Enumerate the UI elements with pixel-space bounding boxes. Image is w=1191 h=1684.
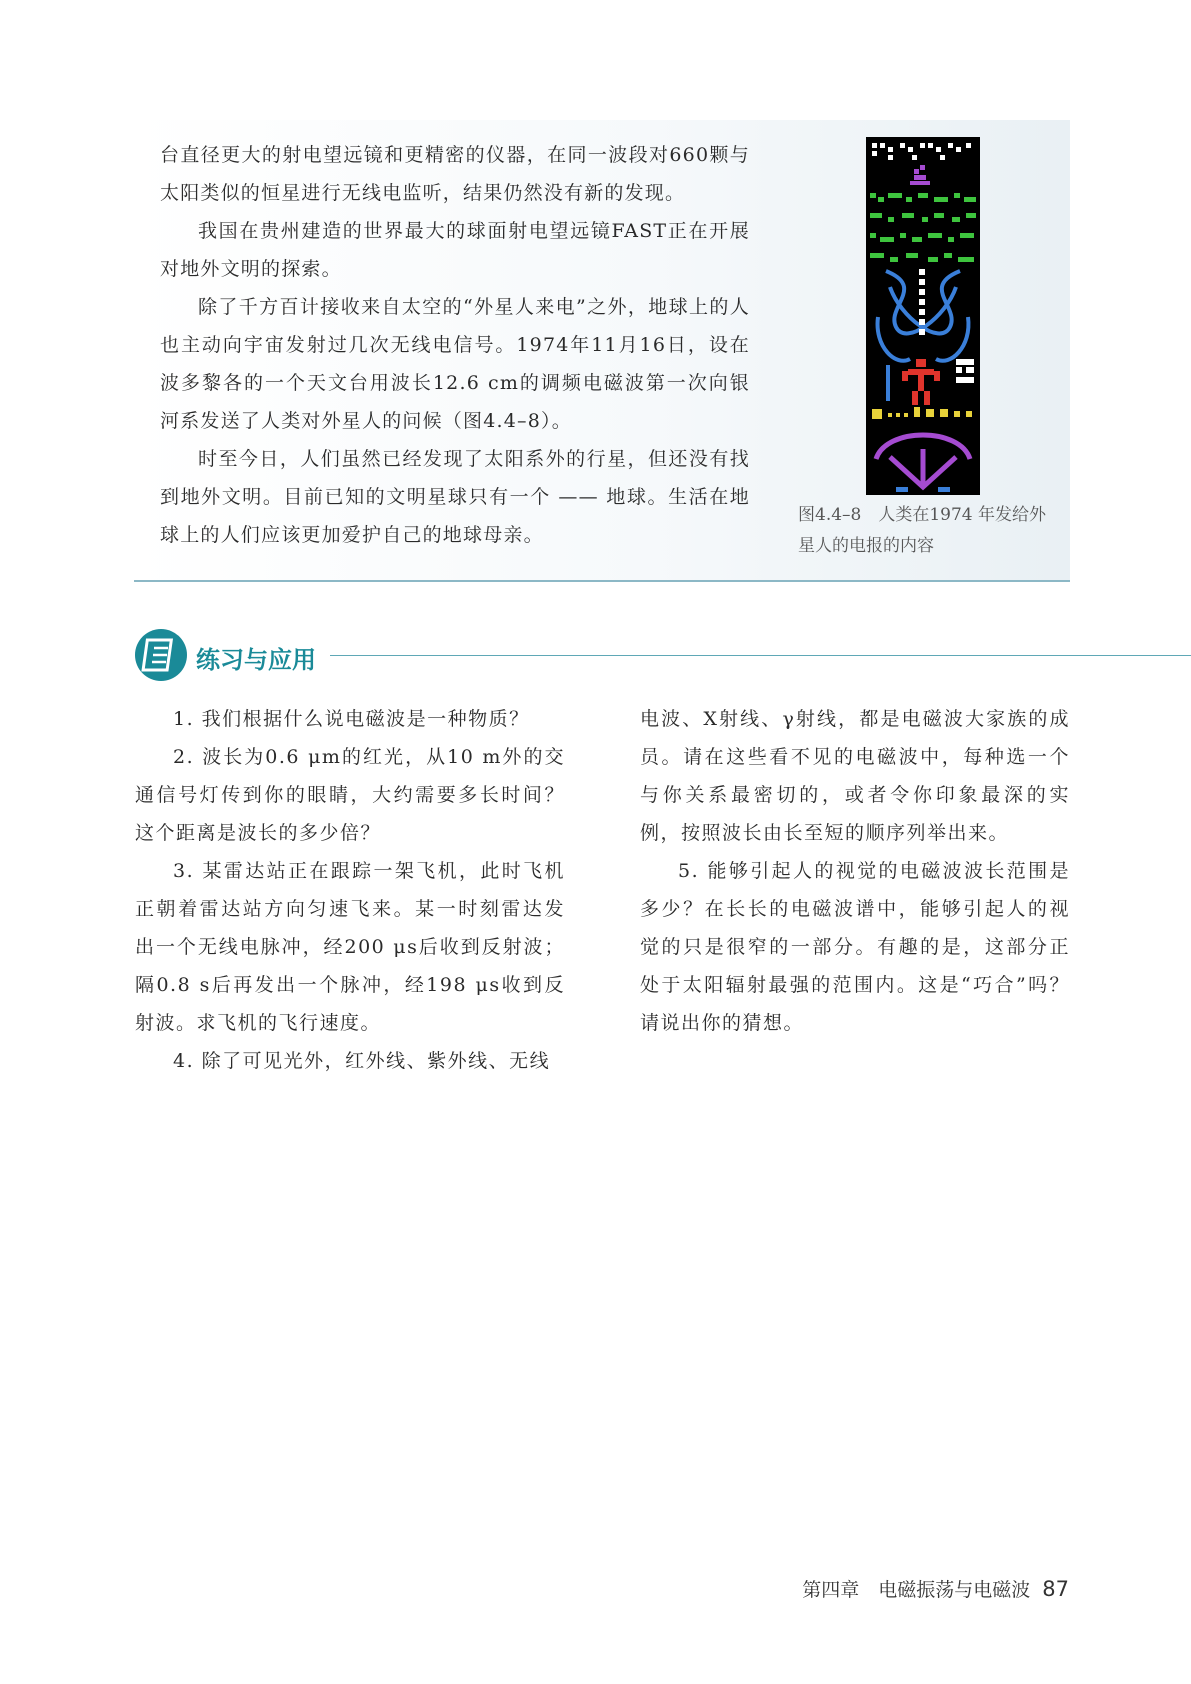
- reading-paragraph-2: 我国在贵州建造的世界最大的球面射电望远镜FAST正在开展对地外文明的探索。: [160, 220, 750, 280]
- figure-caption: 图4.4–8 人类在1974 年发给外星人的电报的内容: [798, 505, 1047, 556]
- section-divider: [330, 655, 1191, 656]
- exercise-5: 5. 能够引起人的视觉的电磁波波长范围是多少？在长长的电磁波谱中，能够引起人的视觉的只是很窄的一部分。有趣的是，这部分正处于太阳辐射最强的范围内。这是“巧合”吗？请说出你的猜想。: [640, 860, 1070, 1034]
- exercise-1: 1. 我们根据什么说电磁波是一种物质？: [173, 708, 530, 730]
- exercise-notebook-icon: [134, 628, 188, 686]
- exercise-2: 2. 波长为0.6 μm的红光，从10 m外的交通信号灯传到你的眼睛，大约需要多长时间？这个距离是波长的多少倍？: [135, 746, 565, 844]
- chapter-title: 第四章 电磁振荡与电磁波: [802, 1579, 1031, 1601]
- reading-text: [160, 136, 750, 554]
- section-title: 练习与应用: [196, 646, 316, 674]
- exercise-4-start: 4. 除了可见光外，红外线、紫外线、无线: [173, 1050, 551, 1072]
- reading-paragraph-4: 时至今日，人们虽然已经发现了太阳系外的行星，但还没有找到地外文明。目前已知的文明星球只有一个 —— 地球。生活在地球上的人们应该更加爱护自己的地球母亲。: [160, 448, 750, 546]
- arecibo-message-image: [866, 137, 980, 495]
- exercise-3: 3. 某雷达站正在跟踪一架飞机，此时飞机正朝着雷达站方向匀速飞来。某一时刻雷达发出一个无线电脉冲，经200 μs后收到反射波；隔0.8 s后再发出一个脉冲，经198 μs收到反射波。求飞机的飞行速度。: [135, 860, 565, 1034]
- exercises-right-column: [640, 700, 1070, 1042]
- page-number: 87: [1042, 1577, 1069, 1601]
- section-header: [134, 628, 1191, 688]
- reading-paragraph-3: 除了千方百计接收来自太空的“外星人来电”之外，地球上的人也主动向宇宙发射过几次无线电信号。1974年11月16日，设在波多黎各的一个天文台用波长12.6 cm的调频电磁波第一次向银河系发送了人类对外星人的问候（图4.4–8）。: [160, 296, 750, 432]
- reading-paragraph-1: 台直径更大的射电望远镜和更精密的仪器，在同一波段对660颗与太阳类似的恒星进行无线电监听，结果仍然没有新的发现。: [160, 144, 750, 204]
- exercise-4-end: 电波、X射线、γ射线，都是电磁波大家族的成员。请在这些看不见的电磁波中，每种选一个与你关系最密切的，或者令你印象最深的实例，按照波长由长至短的顺序列举出来。: [640, 708, 1070, 844]
- page-footer: [802, 1575, 1069, 1602]
- exercises-left-column: [135, 700, 565, 1080]
